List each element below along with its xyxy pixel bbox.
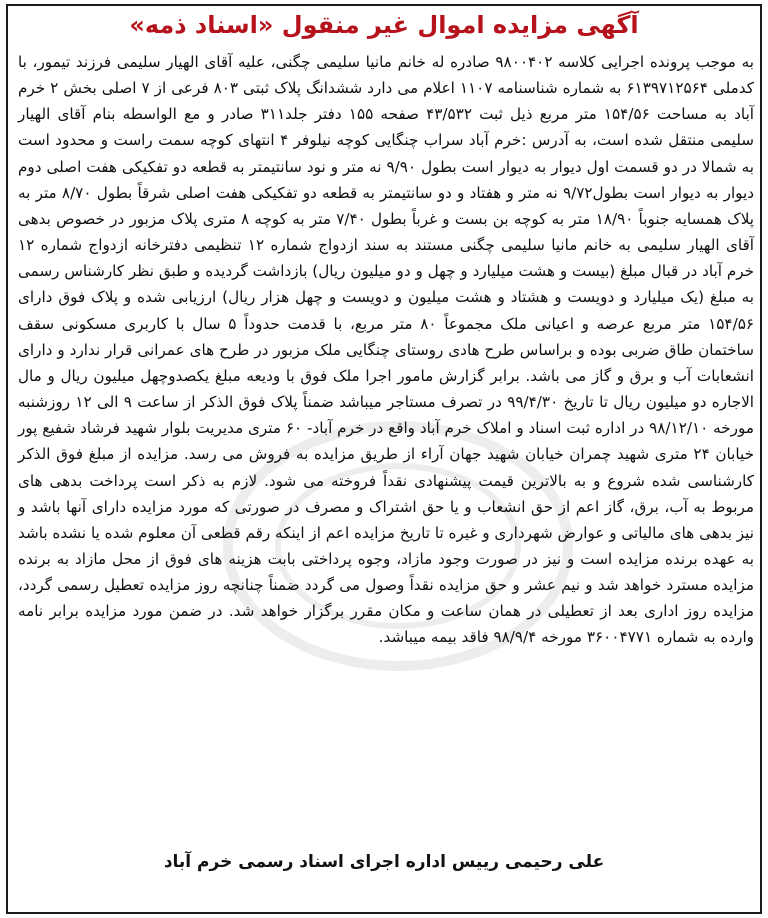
notice-body: به موجب پرونده اجرایی کلاسه ۹۸۰۰۴۰۲ صادره له خانم مانیا سلیمی چگنی، علیه آقای الهیار سلیمی فرزند تیمور، با کدملی ۶۱۳۹۷۱۲۵۶۴ به شماره شناسنامه ۱۱۰۷ اعلام می دارد ششدانگ پلاک ثبتی ۸۰۳ فرعی از ۷ اصلی بخش ۲ خرم آباد به مساحت ۱۵۴/۵۶ متر مربع ذیل ثبت ۴۳/۵۳۲ صفحه ۱۵۵ دفتر جلد۳۱۱ صادر و مع الواسطه بنام آقای الهیار سلیمی منتقل شده است، به آدرس :خرم آباد سراب چنگایی کوچه نیلوفر ۴ انتهای کوچه سمت راست و محدود است به شمالا در دو قسمت اول دیوار به دیوار است بطول ۹/۹۰ نه متر و نود سانتیمتر به قطعه دو تفکیکی هفت اصلی دوم دیوار به دیوار است بطول۹/۷۲ نه متر و هفتاد و دو سانتیمتر به قطعه دو تفکیکی هفت اصلی شرقاً بطول ۸/۷۰ متر به پلاک همسایه جنوباً ۱۸/۹۰ متر به کوچه بن بست و غرباً بطول ۷/۴۰ متر به کوچه ۸ متری پلاک مزبور در خصوص بدهی آقای الهیار سلیمی به خانم مانیا سلیمی چگنی مستند به سند ازدواج شماره ۱۲ تنظیمی دفترخانه ازدواج شماره ۱۲ خرم آباد در قبال مبلغ (بیست و هشت میلیارد و چهل و دو میلیون ریال) بازداشت گردیده و طبق نظر کارشناس رسمی به مبلغ (یک میلیارد و دویست و هشتاد و هشت میلیون و دویست و چهل هزار ریال) ارزیابی شده و پلاک فوق دارای ۱۵۴/۵۶ متر مربع عرصه و اعیانی ملک مجموعاً ۸۰ متر مربع، با قدمت حدوداً ۵ سال با کاربری مسکونی سقف ساختمان طاق ضربی بوده و براساس طرح هادی روستای چنگایی ملک مزبور در طرح های عمرانی قرار ندارد و دارای انشعابات آب و برق و گاز می باشد. برابر گزارش مامور اجرا ملک فوق با ودیعه مبلغ یکصدوچهل میلیون ریال و مال الاجاره دو میلیون ریال تا تاریخ ۹۹/۴/۳۰ در تصرف مستاجر میباشد ضمناً پلاک فوق الذکر از ساعت ۹ الی ۱۲ روزشنبه مورخه ۹۸/۱۲/۱۰ در اداره ثبت اسناد و املاک خرم آباد واقع در خرم آباد- ۶۰ متری مدیریت بلوار شهید فرشاد شفیع پور خیابان ۲۴ متری شهید چمران خیابان شهید جهان آراء از طریق مزایده به فروش می رسد. مزایده از مبلغ فوق الذکر کارشناسی شده شروع و به بالاترین قیمت پیشنهادی نقداً فروخته می شود. لازم به ذکر است پرداخت بدهی های مربوط به آب، برق، گاز اعم از حق انشعاب و یا حق اشتراک و مصرف در صورتی که مورد مزایده دارای آنها باشد و نیز بدهی های مالیاتی و عوارض شهرداری و غیره تا تاریخ مزایده اعم از اینکه رقم قطعی آن معلوم شده یا نشده باشد به عهده برنده مزایده است و نیز در صورت وجود مازاد، وجوه پرداختی بابت هزینه های فوق از محل مازاد به برنده مزایده مسترد خواهد شد و نیم عشر و حق مزایده نقداً وصول می گردد ضمناً چنانچه روز مزایده تعطیل رسمی گردد، مزایده روز اداری بعد از تعطیلی در همان ساعت و مکان مقرر برگزار خواهد شد. در ضمن مورد مزایده برابر نامه وارده به شماره ۳۶۰۰۴۷۷۱ مورخه ۹۸/۹/۴ فاقد بیمه میباشد. — [18, 53, 755, 647]
notice-title: آگهی مزایده اموال غیر منقول «اسناد ذمه» — [129, 11, 639, 39]
notice-signature: علی رحیمی رییس اداره اجرای اسناد رسمی خرم آباد — [163, 852, 605, 872]
auction-notice — [6, 4, 762, 914]
